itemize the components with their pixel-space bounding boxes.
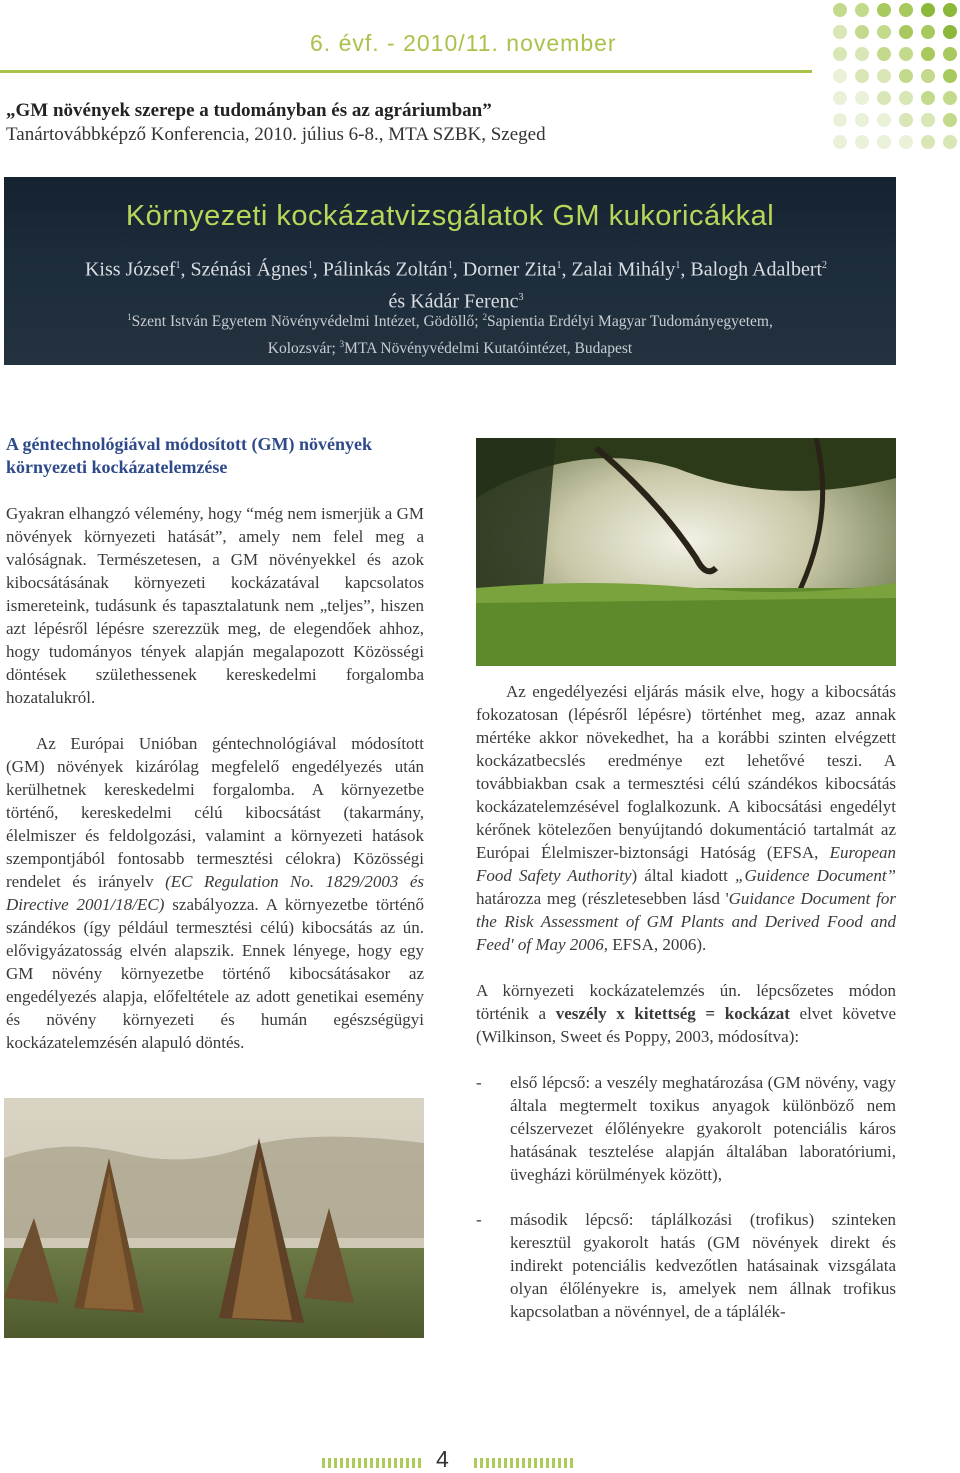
decorative-dot: [943, 47, 957, 61]
left-column-text: [6, 502, 424, 1054]
author-name: Kádár Ferenc: [410, 290, 519, 313]
paragraph: Az engedélyezési eljárás másik elve, hogy a kibocsátás fokozatosan (lépésről lépésre) történhet meg, azaz annak mértéke akkor növekedhet, ha a korábbi szinten elvégzett kockázatbecslés eredménye ezt lehetővé teszi. A továbbiakban csak a termesztési célú szándékos kibocsátás kockázatelemzésével foglalkozunk. A kibocsátási engedélyt kérőnek kötelezően benyújtandó dokumentáció tartalmát az Európai Élelmiszer-biztonsági Hatóság (EFSA, European Food Safety Authority) által kiadott „Guidence Document” határozza meg (részletesebben lásd 'Guidance Document for the Risk Assessment of GM Plants and Derived Food and Feed' of May 2006, EFSA, 2006).: [476, 682, 896, 954]
decorative-dot: [855, 47, 869, 61]
meadow-photo: [476, 438, 896, 666]
decorative-dot: [899, 25, 913, 39]
decorative-dot: [943, 69, 957, 83]
decorative-dot: [921, 25, 935, 39]
footer-decoration-left: [322, 1458, 422, 1468]
decorative-dot: [899, 3, 913, 17]
decorative-dot: [877, 69, 891, 83]
decorative-dot: [855, 25, 869, 39]
issue-label: 6. évf. - 2010/11. november: [310, 30, 617, 56]
section-heading: A géntechnológiával módosított (GM) növények környezeti kockázatelemzése: [6, 434, 372, 477]
affiliations: $^1$Szent István Egyetem Növényvédelmi Intézet, Gödöllő; $^2$Sapientia Erdélyi Magyar Tudományegyetem, Kolozsvár; $^3$MTA Növényvédelmi Kutatóintézet, Budapest: [127, 312, 773, 358]
author-name: Pálinkás Zoltán: [322, 258, 448, 281]
conference-subtitle: Tanártovábbképző Konferencia, 2010. július 6-8., MTA SZBK, Szeged: [6, 124, 546, 145]
paragraph: Az Európai Unióban géntechnológiával módosított (GM) növények kizárólag megfelelő engedélyezés után kerülhetnek kereskedelmi forgalomba. A környezetbe történő, kereskedelmi célú kibocsátást (takarmány, élelmiszer és feldolgozási, valamint a környezeti hatások szempontjából fontosabb termesztési célokra) Közösségi rendelet és irányelv (EC Regulation No. 1829/2003 és Directive 2001/18/EC) szabályozza. A környezetbe történő szándékos (így például termesztési célú) kibocsátás az ún. elővigyázatosság elvén alapszik. Ennek lényege, hogy egy GM növény környezetbe történő kibocsátásakor az engedélyezés alapja, előfeltétele az adott genetikai esemény és növény környezeti és humán egészségügyi kockázatelemzésén alapuló döntés.: [6, 734, 425, 1052]
decorative-dot: [899, 91, 913, 105]
decorative-dot: [943, 91, 957, 105]
decorative-dot: [877, 3, 891, 17]
list-item: - második lépcső: táplálkozási (trofikus) szinteken keresztül gyakorolt hatás (GM növények direkt és indirekt potenciális kedvezőtlen hatásainak vizsgálata olyan élőlényekre is, amelyek nem állnak trofikus kapcsolatban a növénnyel, de a táplálék-: [476, 1208, 896, 1323]
decorative-dot: [943, 113, 957, 127]
decorative-dot: [833, 47, 847, 61]
decorative-dot: [899, 113, 913, 127]
decorative-dot: [833, 113, 847, 127]
header-divider: [0, 70, 812, 73]
decorative-dot: [943, 135, 957, 149]
decorative-dot: [877, 47, 891, 61]
decorative-dot: [855, 113, 869, 127]
decorative-dot: [855, 3, 869, 17]
decorative-dot: [877, 25, 891, 39]
conference-title: „GM növények szerepe a tudományban és az agráriumban”: [6, 100, 492, 121]
corn-stooks-photo: [4, 1098, 424, 1338]
decorative-dot: [833, 3, 847, 17]
page-number: 4: [436, 1446, 449, 1472]
decorative-dot: [877, 113, 891, 127]
decorative-dots: [826, 0, 960, 160]
decorative-dot: [921, 91, 935, 105]
decorative-dot: [899, 47, 913, 61]
right-column-text: [476, 680, 896, 1345]
author-name: Dorner Zita: [462, 258, 557, 281]
steps-list: [476, 1071, 896, 1323]
author-name: Kiss József: [84, 258, 176, 281]
decorative-dot: [921, 3, 935, 17]
decorative-dot: [855, 69, 869, 83]
decorative-dot: [833, 91, 847, 105]
decorative-dot: [921, 69, 935, 83]
decorative-dot: [921, 135, 935, 149]
author-name: Zalai Mihály: [571, 258, 676, 281]
decorative-dot: [833, 25, 847, 39]
author-name: Szénási Ágnes: [190, 258, 308, 281]
list-item: - első lépcső: a veszély meghatározása (GM növény, vagy általa megtermelt toxikus anyagok különböző nem célszervezet élőlényekre gyakorolt potenciális káros hatásának tesztelése alapján általában laboratóriumi, üvegházi körülmények között),: [476, 1071, 896, 1186]
decorative-dot: [921, 113, 935, 127]
footer-decoration-right: [474, 1458, 574, 1468]
decorative-dot: [899, 69, 913, 83]
decorative-dot: [877, 91, 891, 105]
decorative-dot: [833, 69, 847, 83]
decorative-dot: [943, 25, 957, 39]
author-name: Balogh Adalbert: [690, 258, 823, 281]
author-list: Kiss József$^1$, Szénási Ágnes$^1$, Pálinkás Zoltán$^1$, Dorner Zita$^1$, Zalai Mihály$^1$, Balogh Adalbert$^2$ és Kádár Ferenc$^3$: [84, 258, 828, 313]
paragraph: Gyakran elhangzó vélemény, hogy “még nem ismerjük a GM növények környezeti hatását”, amely nem felel meg a valóságnak. Természetesen, a GM növényekkel és azok kibocsátásának környezeti kockázatával kapcsolatos ismereteink, tudásunk és tapasztalatunk nem „teljes”, hiszen azt lépésről lépésre szerezzük meg, de elegendőek ahhoz, hogy tudományos tények alapján megalapozott Közösségi döntések születhessenek kereskedelmi forgalomba hozatalukról.: [6, 504, 424, 707]
decorative-dot: [921, 47, 935, 61]
paragraph: A környezeti kockázatelemzés ún. lépcsőzetes módon történik a veszély x kitettség = kockázat elvet követve (Wilkinson, Sweet és Poppy, 2003, módosítva):: [476, 981, 897, 1046]
decorative-dot: [899, 135, 913, 149]
decorative-dot: [855, 91, 869, 105]
decorative-dot: [833, 135, 847, 149]
decorative-dot: [877, 135, 891, 149]
decorative-dot: [855, 135, 869, 149]
decorative-dot: [943, 3, 957, 17]
article-title: Környezeti kockázatvizsgálatok GM kukoricákkal: [125, 200, 775, 232]
